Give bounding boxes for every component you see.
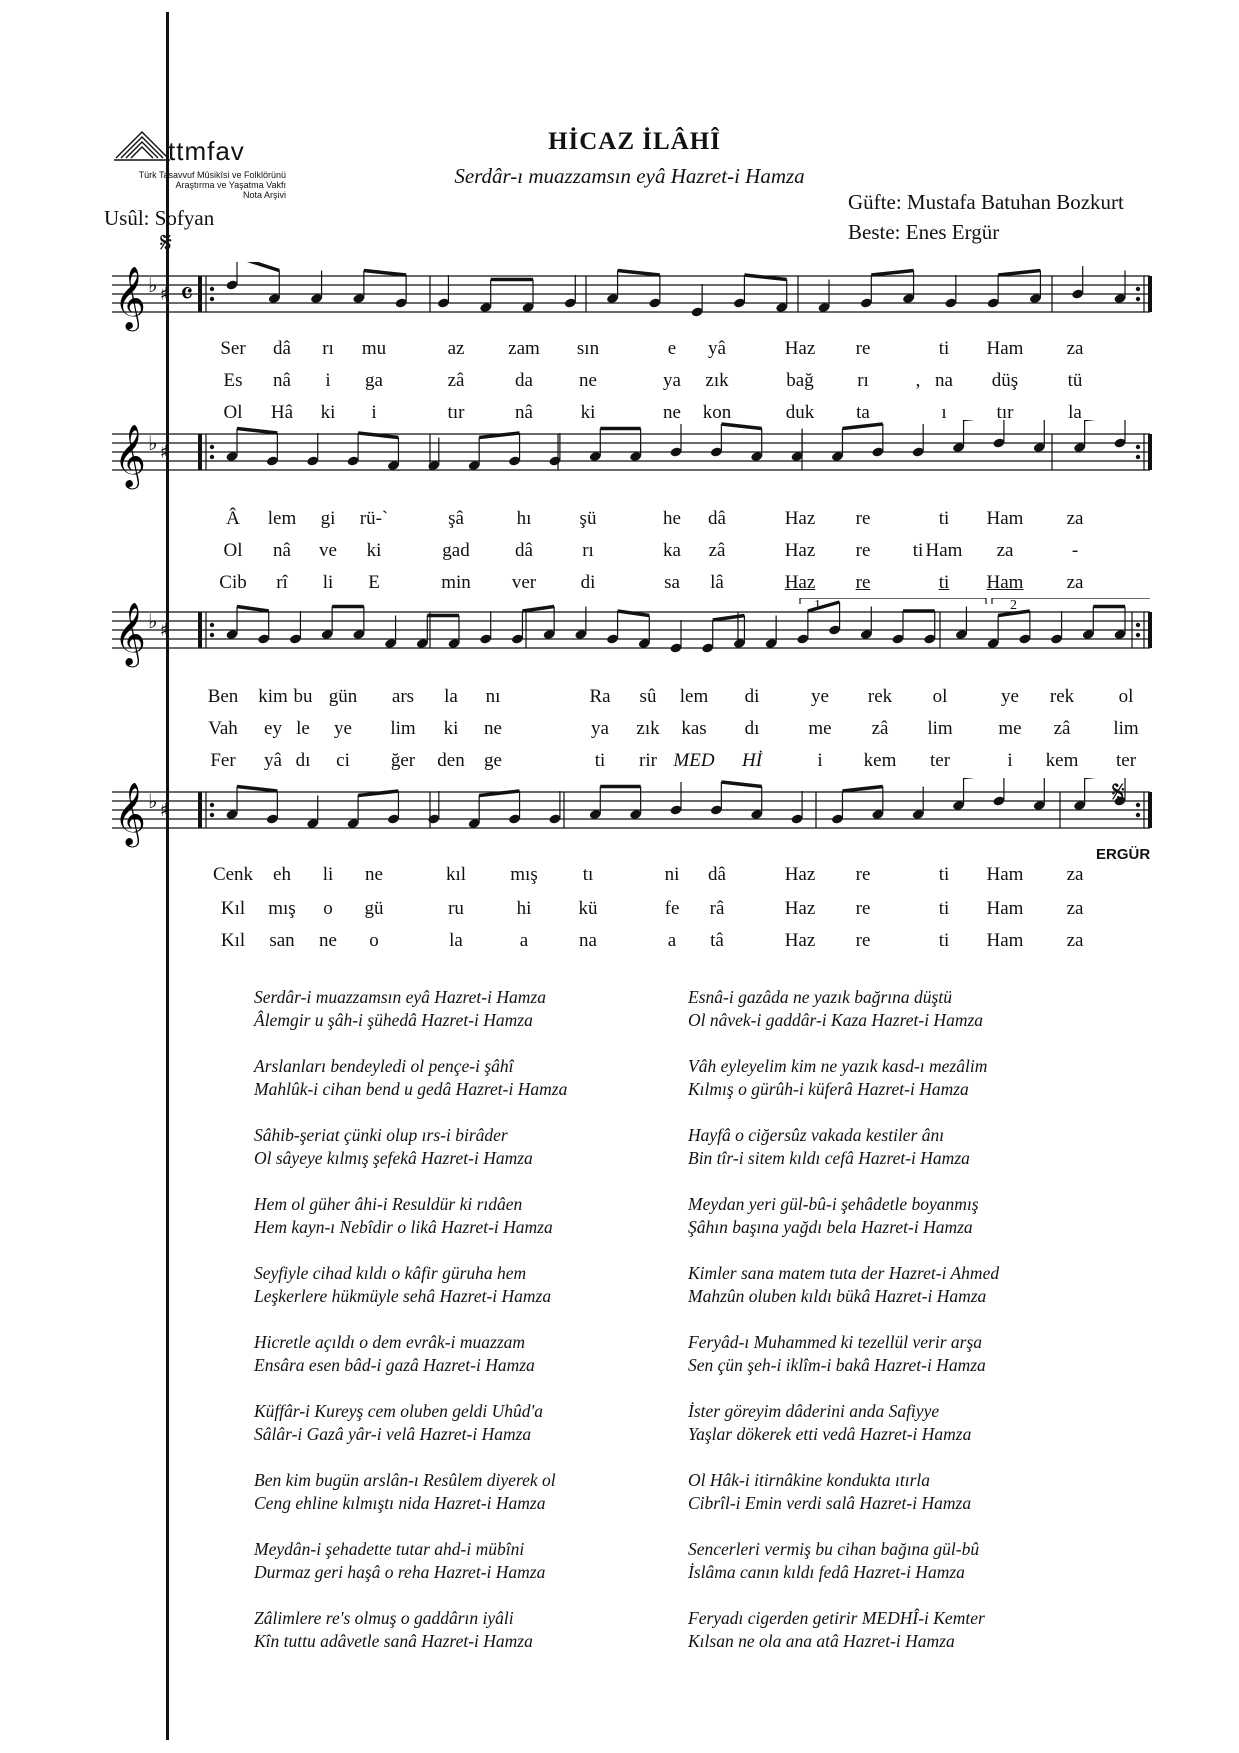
lyric-syllable: he bbox=[663, 508, 681, 529]
flat-icon: ♭ bbox=[148, 609, 158, 633]
lyric-syllable: dâ bbox=[708, 864, 726, 885]
lyric-syllable: ka bbox=[663, 540, 681, 561]
lyric-syllable: ti bbox=[938, 864, 950, 885]
lyric-syllable: , bbox=[915, 370, 921, 391]
lyric-syllable: dâ bbox=[273, 338, 291, 359]
lyric-syllable: sû bbox=[639, 686, 657, 707]
poem-line: İslâma canın kıldı fedâ Hazret-i Hamza bbox=[688, 1562, 965, 1582]
poem-line: Hayfâ o ciğersûz vakada kestiler ânı bbox=[688, 1125, 945, 1145]
lyric-syllable: re bbox=[855, 508, 871, 529]
lyric-syllable: gad bbox=[442, 540, 470, 561]
lyric-syllable: Kıl bbox=[220, 930, 246, 951]
lyric-syllable: rî bbox=[276, 572, 288, 593]
lyric-syllable: eh bbox=[273, 864, 291, 885]
lyric-syllable: mış bbox=[268, 898, 296, 919]
poem-stanza bbox=[688, 1124, 970, 1170]
lyric-syllable: rı bbox=[322, 338, 334, 359]
lyric-syllable: Haz bbox=[784, 930, 816, 951]
poem-line: Hem ol güher âhi-i Resuldür ki rıdâen bbox=[254, 1194, 523, 1214]
lyric-syllable: sın bbox=[576, 338, 600, 359]
flat-icon: ♭ bbox=[148, 431, 158, 455]
lyric-syllable: la bbox=[449, 930, 463, 951]
lyric-syllable: lim bbox=[390, 718, 416, 739]
lyric-syllable: dâ bbox=[708, 508, 726, 529]
lyric-syllable: za bbox=[1066, 864, 1084, 885]
lyric-syllable: re bbox=[855, 572, 871, 593]
lyric-syllable: ti bbox=[938, 930, 950, 951]
lyric-syllable: Ser bbox=[220, 338, 246, 359]
poem-line: Zâlimlere re's olmuş o gaddârın iyâli bbox=[254, 1608, 514, 1628]
lyric-syllable: ol bbox=[1118, 686, 1134, 707]
lyric-syllable: na bbox=[579, 930, 597, 951]
lyric-syllable: mu bbox=[361, 338, 387, 359]
lyric-syllable: Haz bbox=[784, 508, 816, 529]
lyric-syllable: Ham bbox=[986, 930, 1024, 951]
treble-clef-icon: 𝄞 bbox=[114, 602, 146, 665]
lyric-syllable: ti bbox=[938, 898, 950, 919]
poem-line: Hem kayn-ı Nebîdir o likâ Hazret-i Hamza bbox=[254, 1217, 553, 1237]
lyric-syllable: za bbox=[1066, 930, 1084, 951]
lyric-syllable: ye bbox=[334, 718, 352, 739]
poem-stanza bbox=[688, 986, 983, 1032]
lyric-syllable: za bbox=[1066, 572, 1084, 593]
poem-line: Küffâr-i Kureyş cem oluben geldi Uhûd'a bbox=[254, 1401, 544, 1421]
lyric-syllable: me bbox=[808, 718, 832, 739]
lyric-syllable: tır bbox=[996, 402, 1014, 423]
poem-line: Serdâr-i muazzamsın eyâ Hazret-i Hamza bbox=[254, 987, 546, 1007]
lyric-syllable: a bbox=[519, 930, 529, 951]
lyric-row bbox=[0, 338, 1239, 368]
lyric-syllable: gün bbox=[328, 686, 358, 707]
lyric-row bbox=[0, 686, 1239, 716]
poem-stanza bbox=[254, 1400, 543, 1446]
lyric-syllable: re bbox=[855, 898, 871, 919]
poem-line: Ensâra esen bâd-i gazâ Hazret-i Hamza bbox=[254, 1355, 535, 1375]
lyric-syllable: ğer bbox=[390, 750, 416, 771]
lyric-syllable: den bbox=[437, 750, 465, 771]
lyric-syllable: na bbox=[935, 370, 953, 391]
poem-line: Ben kim bugün arslân-ı Resûlem diyerek ol bbox=[254, 1470, 556, 1490]
treble-clef-icon: 𝄞 bbox=[114, 266, 146, 329]
lyric-syllable: ter bbox=[1115, 750, 1137, 771]
lyric-syllable: ki bbox=[443, 718, 459, 739]
lyric-syllable: ga bbox=[365, 370, 383, 391]
poem-line: Kılmış o gürûh-i küferâ Hazret-i Hamza bbox=[688, 1079, 969, 1099]
lyric-syllable: ki bbox=[580, 402, 596, 423]
poem-line: Meydân-i şehadette tutar ahd-i mübîni bbox=[254, 1539, 525, 1559]
lyric-syllable: dı bbox=[744, 718, 760, 739]
lyric-syllable: Fer bbox=[210, 750, 236, 771]
lyric-syllable: li bbox=[322, 572, 334, 593]
lyric-syllable: ya bbox=[663, 370, 681, 391]
lyric-syllable: ci bbox=[336, 750, 350, 771]
poem-line: Cibrîl-i Emin verdi salâ Hazret-i Hamza bbox=[688, 1493, 972, 1513]
lyric-row bbox=[0, 508, 1239, 538]
lyric-syllable: zâ bbox=[708, 540, 726, 561]
lyric-syllable: Cenk bbox=[212, 864, 254, 885]
lyric-syllable: ne bbox=[365, 864, 383, 885]
lyric-syllable: nâ bbox=[273, 540, 291, 561]
lyric-row bbox=[0, 750, 1239, 780]
composer-signature: ERGÜR bbox=[1096, 846, 1151, 863]
lyric-syllable: şâ bbox=[448, 508, 464, 529]
poem-line: Şâhın başına yağdı bela Hazret-i Hamza bbox=[688, 1217, 973, 1237]
lyric-syllable: Es bbox=[223, 370, 243, 391]
lyric-syllable: re bbox=[855, 864, 871, 885]
poem-line: Ceng ehline kılmıştı nida Hazret-i Hamza bbox=[254, 1493, 546, 1513]
lyric-syllable: gi bbox=[320, 508, 336, 529]
lyric-syllable: da bbox=[515, 370, 533, 391]
logo-name: ttmfav bbox=[168, 136, 245, 166]
lyric-syllable: ey bbox=[264, 718, 282, 739]
sharp-icon: ♯ bbox=[160, 284, 169, 305]
lyric-syllable: bu bbox=[293, 686, 313, 707]
lyric-syllable: kıl bbox=[445, 864, 467, 885]
lyric-syllable: Haz bbox=[784, 864, 816, 885]
lyric-syllable: zâ bbox=[1053, 718, 1071, 739]
lyric-syllable: i bbox=[325, 370, 331, 391]
sharp-icon: ♯ bbox=[160, 620, 169, 641]
lyric-syllable: az bbox=[447, 338, 465, 359]
lyric-syllable: Ol bbox=[223, 540, 243, 561]
lyric-syllable: rı bbox=[582, 540, 594, 561]
lyric-syllable: fe bbox=[664, 898, 680, 919]
lyric-syllable: san bbox=[269, 930, 295, 951]
poem-stanza bbox=[688, 1400, 971, 1446]
music-staff-3 bbox=[0, 598, 1239, 678]
lyric-syllable: o bbox=[323, 898, 333, 919]
poem-line: Kimler sana matem tuta der Hazret-i Ahmed bbox=[688, 1263, 1000, 1283]
lyric-syllable: ta bbox=[856, 402, 870, 423]
poem-stanza bbox=[254, 1469, 556, 1515]
lyric-syllable: min bbox=[441, 572, 471, 593]
poem-line: Sâhib-şeriat çünki olup ırs-i birâder bbox=[254, 1125, 508, 1145]
lyric-syllable: Cib bbox=[219, 572, 247, 593]
sharp-icon: ♯ bbox=[160, 442, 169, 463]
poem-stanza bbox=[688, 1193, 979, 1239]
music-staff-2 bbox=[0, 420, 1239, 500]
lyric-syllable: ne bbox=[579, 370, 597, 391]
lyric-syllable: la bbox=[444, 686, 458, 707]
lyric-syllable: Haz bbox=[784, 338, 816, 359]
lyric-syllable: kas bbox=[681, 718, 707, 739]
time-signature-icon: 𝄴 bbox=[180, 277, 194, 312]
lyric-syllable: le bbox=[296, 718, 310, 739]
lyric-syllable: Haz bbox=[784, 572, 816, 593]
lyric-syllable: ti bbox=[912, 540, 924, 561]
flat-icon: ♭ bbox=[148, 273, 158, 297]
lyric-syllable: ı bbox=[941, 402, 947, 423]
lyric-syllable: Hİ bbox=[741, 750, 763, 771]
lyric-syllable: Ham bbox=[986, 508, 1024, 529]
lyric-row bbox=[0, 540, 1239, 570]
lyric-syllable: dı bbox=[295, 750, 311, 771]
lyric-syllable: kem bbox=[863, 750, 897, 771]
lyric-syllable: ti bbox=[938, 572, 950, 593]
poem-line: Durmaz geri haşâ o reha Hazret-i Hamza bbox=[254, 1562, 546, 1582]
poem-line: Leşkerlere hükmüyle sehâ Hazret-i Hamza bbox=[254, 1286, 552, 1306]
lyric-syllable: nı bbox=[485, 686, 501, 707]
lyric-syllable: Hâ bbox=[270, 402, 294, 423]
poem-stanza bbox=[254, 1538, 545, 1584]
lyric-syllable: za bbox=[1066, 338, 1084, 359]
lyric-syllable: Ra bbox=[589, 686, 611, 707]
composer-credit: Beste: Enes Ergür bbox=[848, 220, 1000, 244]
lyric-syllable: - bbox=[1071, 540, 1079, 561]
lyric-syllable: nâ bbox=[273, 370, 291, 391]
lyric-syllable: yâ bbox=[264, 750, 282, 771]
lyric-syllable: ne bbox=[319, 930, 337, 951]
lyric-row bbox=[0, 370, 1239, 400]
lyric-syllable: tı bbox=[582, 864, 594, 885]
lyric-syllable: ru bbox=[448, 898, 464, 919]
lyric-syllable: Haz bbox=[784, 898, 816, 919]
lyric-syllable: ve bbox=[319, 540, 337, 561]
lyric-syllable: i bbox=[371, 402, 377, 423]
treble-clef-icon: 𝄞 bbox=[114, 782, 146, 845]
lyric-syllable: Â bbox=[226, 508, 240, 529]
lyric-syllable: ye bbox=[1001, 686, 1019, 707]
lyric-syllable: tâ bbox=[710, 930, 724, 951]
poem-line: Meydan yeri gül-bû-i şehâdetle boyanmış bbox=[688, 1194, 979, 1214]
poem-stanza bbox=[254, 1124, 533, 1170]
treble-clef-icon: 𝄞 bbox=[114, 424, 146, 487]
poem-stanza bbox=[254, 1607, 533, 1653]
poem-line: Sencerleri vermiş bu cihan bağına gül-bû bbox=[688, 1539, 980, 1559]
lyric-row bbox=[0, 718, 1239, 748]
poem-line: Ol sâyeye kılmış şefekâ Hazret-i Hamza bbox=[254, 1148, 533, 1168]
lyric-syllable: ter bbox=[929, 750, 951, 771]
lyric-syllable: gü bbox=[364, 898, 384, 919]
poem-stanza bbox=[688, 1538, 979, 1584]
lyric-syllable: E bbox=[368, 572, 380, 593]
lyric-syllable: Ben bbox=[207, 686, 239, 707]
lyric-syllable: Vah bbox=[208, 718, 238, 739]
volta-2-label: 2 bbox=[1010, 598, 1017, 613]
lyric-syllable: tü bbox=[1067, 370, 1083, 391]
poem-stanza bbox=[254, 1262, 551, 1308]
lyric-syllable: şü bbox=[579, 508, 597, 529]
lyric-syllable: i bbox=[817, 750, 823, 771]
poem-stanza bbox=[254, 986, 546, 1032]
usul-label: Usûl: Sofyan bbox=[104, 206, 215, 230]
lyric-syllable: li bbox=[322, 864, 334, 885]
lyric-syllable: ol bbox=[932, 686, 948, 707]
lyric-syllable: lem bbox=[679, 686, 709, 707]
lyric-syllable: re bbox=[855, 338, 871, 359]
poem-line: Ol Hâk-i itirnâkine kondukta ıtırla bbox=[688, 1470, 931, 1490]
lyric-syllable: duk bbox=[785, 402, 815, 423]
lyric-syllable: kü bbox=[578, 898, 598, 919]
poem-stanza bbox=[254, 1193, 553, 1239]
lyric-syllable: rir bbox=[639, 750, 657, 771]
lyric-syllable: hi bbox=[516, 898, 532, 919]
lyric-syllable: Ham bbox=[986, 338, 1024, 359]
lyric-syllable: MED bbox=[673, 750, 715, 771]
lyric-syllable: kem bbox=[1045, 750, 1079, 771]
music-staff-4 bbox=[0, 778, 1239, 858]
lyric-syllable: zâ bbox=[871, 718, 889, 739]
poem-line: Sâlâr-i Gazâ yâr-i velâ Hazret-i Hamza bbox=[254, 1424, 532, 1444]
lyric-syllable: rü-` bbox=[359, 508, 389, 529]
page-title: HİCAZ İLÂHÎ bbox=[548, 128, 721, 155]
lyric-syllable: Kıl bbox=[220, 898, 246, 919]
lyric-syllable: rek bbox=[867, 686, 893, 707]
sharp-icon: ♯ bbox=[160, 800, 169, 821]
volta-1-label: 1 bbox=[814, 598, 821, 613]
poem-stanza bbox=[688, 1262, 999, 1308]
lyric-syllable: ye bbox=[811, 686, 829, 707]
lyric-syllable: ti bbox=[938, 508, 950, 529]
lyric-syllable: mış bbox=[510, 864, 538, 885]
lyric-syllable: bağ bbox=[786, 370, 814, 391]
flat-icon: ♭ bbox=[148, 789, 158, 813]
lyric-syllable: me bbox=[998, 718, 1022, 739]
lyric-syllable: Haz bbox=[784, 540, 816, 561]
lyric-row bbox=[0, 898, 1239, 928]
lyric-syllable: Ol bbox=[223, 402, 243, 423]
poem-line: Mahzûn oluben kıldı bükâ Hazret-i Hamza bbox=[688, 1286, 987, 1306]
lyric-syllable: a bbox=[667, 930, 677, 951]
lyric-row bbox=[0, 572, 1239, 602]
poem-stanza bbox=[254, 1331, 535, 1377]
poem-line: Sen çün şeh-i iklîm-i bakâ Hazret-i Hamza bbox=[688, 1355, 986, 1375]
poem-stanza bbox=[688, 1331, 986, 1377]
lyric-syllable: lem bbox=[267, 508, 297, 529]
lyric-syllable: Ham bbox=[986, 898, 1024, 919]
lyric-syllable: o bbox=[369, 930, 379, 951]
lyric-syllable: hı bbox=[516, 508, 532, 529]
poem-stanza bbox=[688, 1055, 987, 1101]
lyric-syllable: e bbox=[667, 338, 677, 359]
lyric-syllable: ni bbox=[664, 864, 680, 885]
poem-line: Kîn tuttu adâvetle sanâ Hazret-i Hamza bbox=[254, 1631, 533, 1651]
lyric-syllable: za bbox=[996, 540, 1014, 561]
lyric-syllable: zâ bbox=[447, 370, 465, 391]
lyric-syllable: tır bbox=[447, 402, 465, 423]
page-subtitle: Serdâr-ı muazzamsın eyâ Hazret-i Hamza bbox=[454, 164, 805, 188]
lyric-syllable: rek bbox=[1049, 686, 1075, 707]
poem-line: Bin tîr-i sitem kıldı cefâ Hazret-i Hamza bbox=[688, 1148, 970, 1168]
lyric-row bbox=[0, 864, 1239, 894]
lyric-syllable: za bbox=[1066, 508, 1084, 529]
poem-line: Feryadı cigerden getirir MEDHÎ-i Kemter bbox=[688, 1608, 985, 1628]
lyric-syllable: ti bbox=[594, 750, 606, 771]
lyric-syllable: Ham bbox=[986, 572, 1024, 593]
poem-line: Vâh eyleyelim kim ne yazık kasd-ı mezâlim bbox=[688, 1056, 988, 1076]
lyric-syllable: ki bbox=[320, 402, 336, 423]
lyric-syllable: i bbox=[1007, 750, 1013, 771]
lyric-syllable: Ham bbox=[925, 540, 963, 561]
lyric-syllable: lim bbox=[1113, 718, 1139, 739]
lyric-syllable: lim bbox=[927, 718, 953, 739]
lyric-row bbox=[0, 930, 1239, 960]
poem-stanza bbox=[688, 1469, 971, 1515]
lyric-syllable: ne bbox=[663, 402, 681, 423]
lyric-syllable: kon bbox=[702, 402, 732, 423]
lyric-syllable: re bbox=[855, 540, 871, 561]
lyric-syllable: ya bbox=[591, 718, 609, 739]
lyric-syllable: re bbox=[855, 930, 871, 951]
poem-line: Esnâ-i gazâda ne yazık bağrına düştü bbox=[688, 987, 952, 1007]
lyric-syllable: zık bbox=[705, 370, 729, 391]
lyric-syllable: la bbox=[1068, 402, 1082, 423]
lyric-syllable: di bbox=[744, 686, 760, 707]
lyricist-credit: Güfte: Mustafa Batuhan Bozkurt bbox=[848, 190, 1124, 214]
poem-line: Âlemgir u şâh-i şühedâ Hazret-i Hamza bbox=[254, 1010, 533, 1030]
lyric-syllable: lâ bbox=[710, 572, 724, 593]
lyric-syllable: ars bbox=[391, 686, 415, 707]
poem-line: Seyfiyle cihad kıldı o kâfir güruha hem bbox=[254, 1263, 527, 1283]
lyric-syllable: dâ bbox=[515, 540, 533, 561]
lyric-syllable: ver bbox=[511, 572, 537, 593]
poem-line: Ol nâvek-i gaddâr-i Kaza Hazret-i Hamza bbox=[688, 1010, 984, 1030]
lyric-syllable: düş bbox=[991, 370, 1019, 391]
lyric-row bbox=[0, 402, 1239, 432]
music-staff-1 bbox=[0, 262, 1239, 342]
poem-line: İster göreyim dâderini anda Safiyye bbox=[688, 1401, 940, 1421]
lyric-syllable: zam bbox=[508, 338, 540, 359]
lyric-syllable: nâ bbox=[515, 402, 533, 423]
lyric-syllable: yâ bbox=[708, 338, 726, 359]
lyric-syllable: Ham bbox=[986, 864, 1024, 885]
lyric-syllable: ti bbox=[938, 338, 950, 359]
lyric-syllable: râ bbox=[709, 898, 725, 919]
poem-line: Hicretle açıldı o dem evrâk-i muazzam bbox=[254, 1332, 526, 1352]
poem-stanza bbox=[254, 1055, 567, 1101]
lyric-syllable: rı bbox=[857, 370, 869, 391]
lyric-syllable: kim bbox=[258, 686, 288, 707]
poem-line: Kılsan ne ola ana atâ Hazret-i Hamza bbox=[688, 1631, 955, 1651]
poem-stanza bbox=[688, 1607, 985, 1653]
lyric-syllable: ki bbox=[366, 540, 382, 561]
lyric-syllable: sa bbox=[664, 572, 680, 593]
poem-line: Feryâd-ı Muhammed ki tezellül verir arşa bbox=[688, 1332, 983, 1352]
poem-line: Yaşlar dökerek etti vedâ Hazret-i Hamza bbox=[688, 1424, 972, 1444]
poem-line: Mahlûk-i cihan bend u gedâ Hazret-i Hamza bbox=[254, 1079, 568, 1099]
segno-end-icon: 𝄋 bbox=[1112, 776, 1125, 809]
lyric-syllable: ge bbox=[484, 750, 502, 771]
segno-icon: 𝄋 bbox=[160, 228, 173, 259]
lyric-syllable: ne bbox=[484, 718, 502, 739]
lyric-syllable: zık bbox=[636, 718, 660, 739]
poem-line: Arslanları bendeyledi ol pençe-i şâhî bbox=[254, 1056, 514, 1076]
lyric-syllable: di bbox=[580, 572, 596, 593]
logo-subtitle: Türk Tasavvuf Mûsikîsi ve Folklörünü Araştırma ve Yaşatma Vakfı Nota Arşivi bbox=[138, 170, 286, 200]
lyric-syllable: za bbox=[1066, 898, 1084, 919]
